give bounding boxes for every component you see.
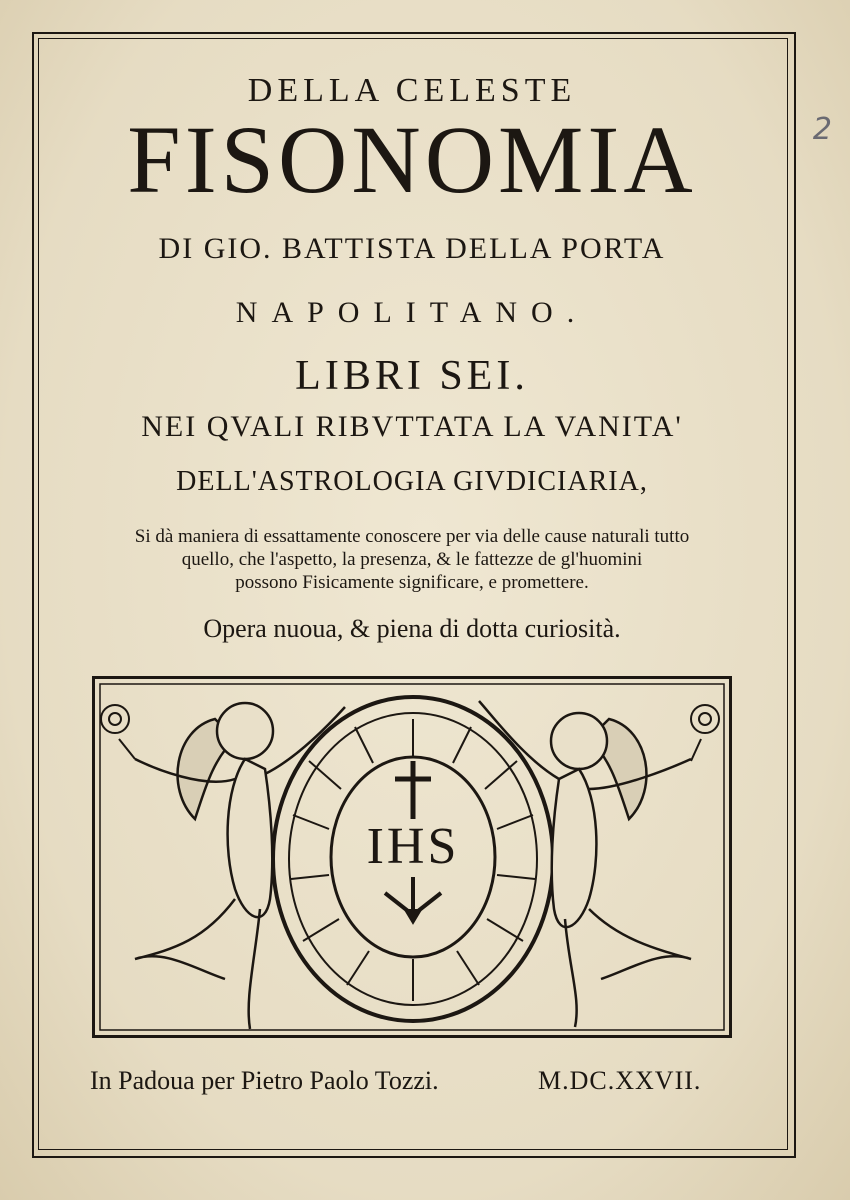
imprint-line xyxy=(90,1066,730,1096)
books-line: LIBRI SEI. xyxy=(295,353,529,399)
description-line-3: possono Fisicamente significare, e promettere. xyxy=(235,572,589,593)
description-line-1: Si dà maniera di essattamente conoscere per via delle cause naturali tutto xyxy=(134,526,690,547)
author-line: DI GIO. BATTISTA DELLA PORTA xyxy=(158,232,666,265)
title-main: FISONOMIA xyxy=(127,106,697,213)
imprint-date: M.DC.XXVII. xyxy=(538,1066,702,1095)
margin-pencil-note: 2 xyxy=(812,112,832,147)
subtitle: Opera nuoua, & piena di dotta curiosità. xyxy=(203,614,621,643)
ihs-monogram: IHS xyxy=(366,818,460,875)
title-line-7: DELL'ASTROLOGIA GIVDICIARIA, xyxy=(176,466,648,497)
title-line-1: DELLA CELESTE xyxy=(247,72,577,109)
author-origin: NAPOLITANO. xyxy=(235,296,589,329)
imprint-place-printer: In Padoua per Pietro Paolo Tozzi. xyxy=(90,1066,439,1095)
title-line-6: NEI QVALI RIBVTTATA LA VANITA' xyxy=(141,410,683,443)
description-line-2: quello, che l'aspetto, la presenza, & le fattezze de gl'huomini xyxy=(181,549,643,570)
woodcut-emblem xyxy=(92,676,732,1038)
